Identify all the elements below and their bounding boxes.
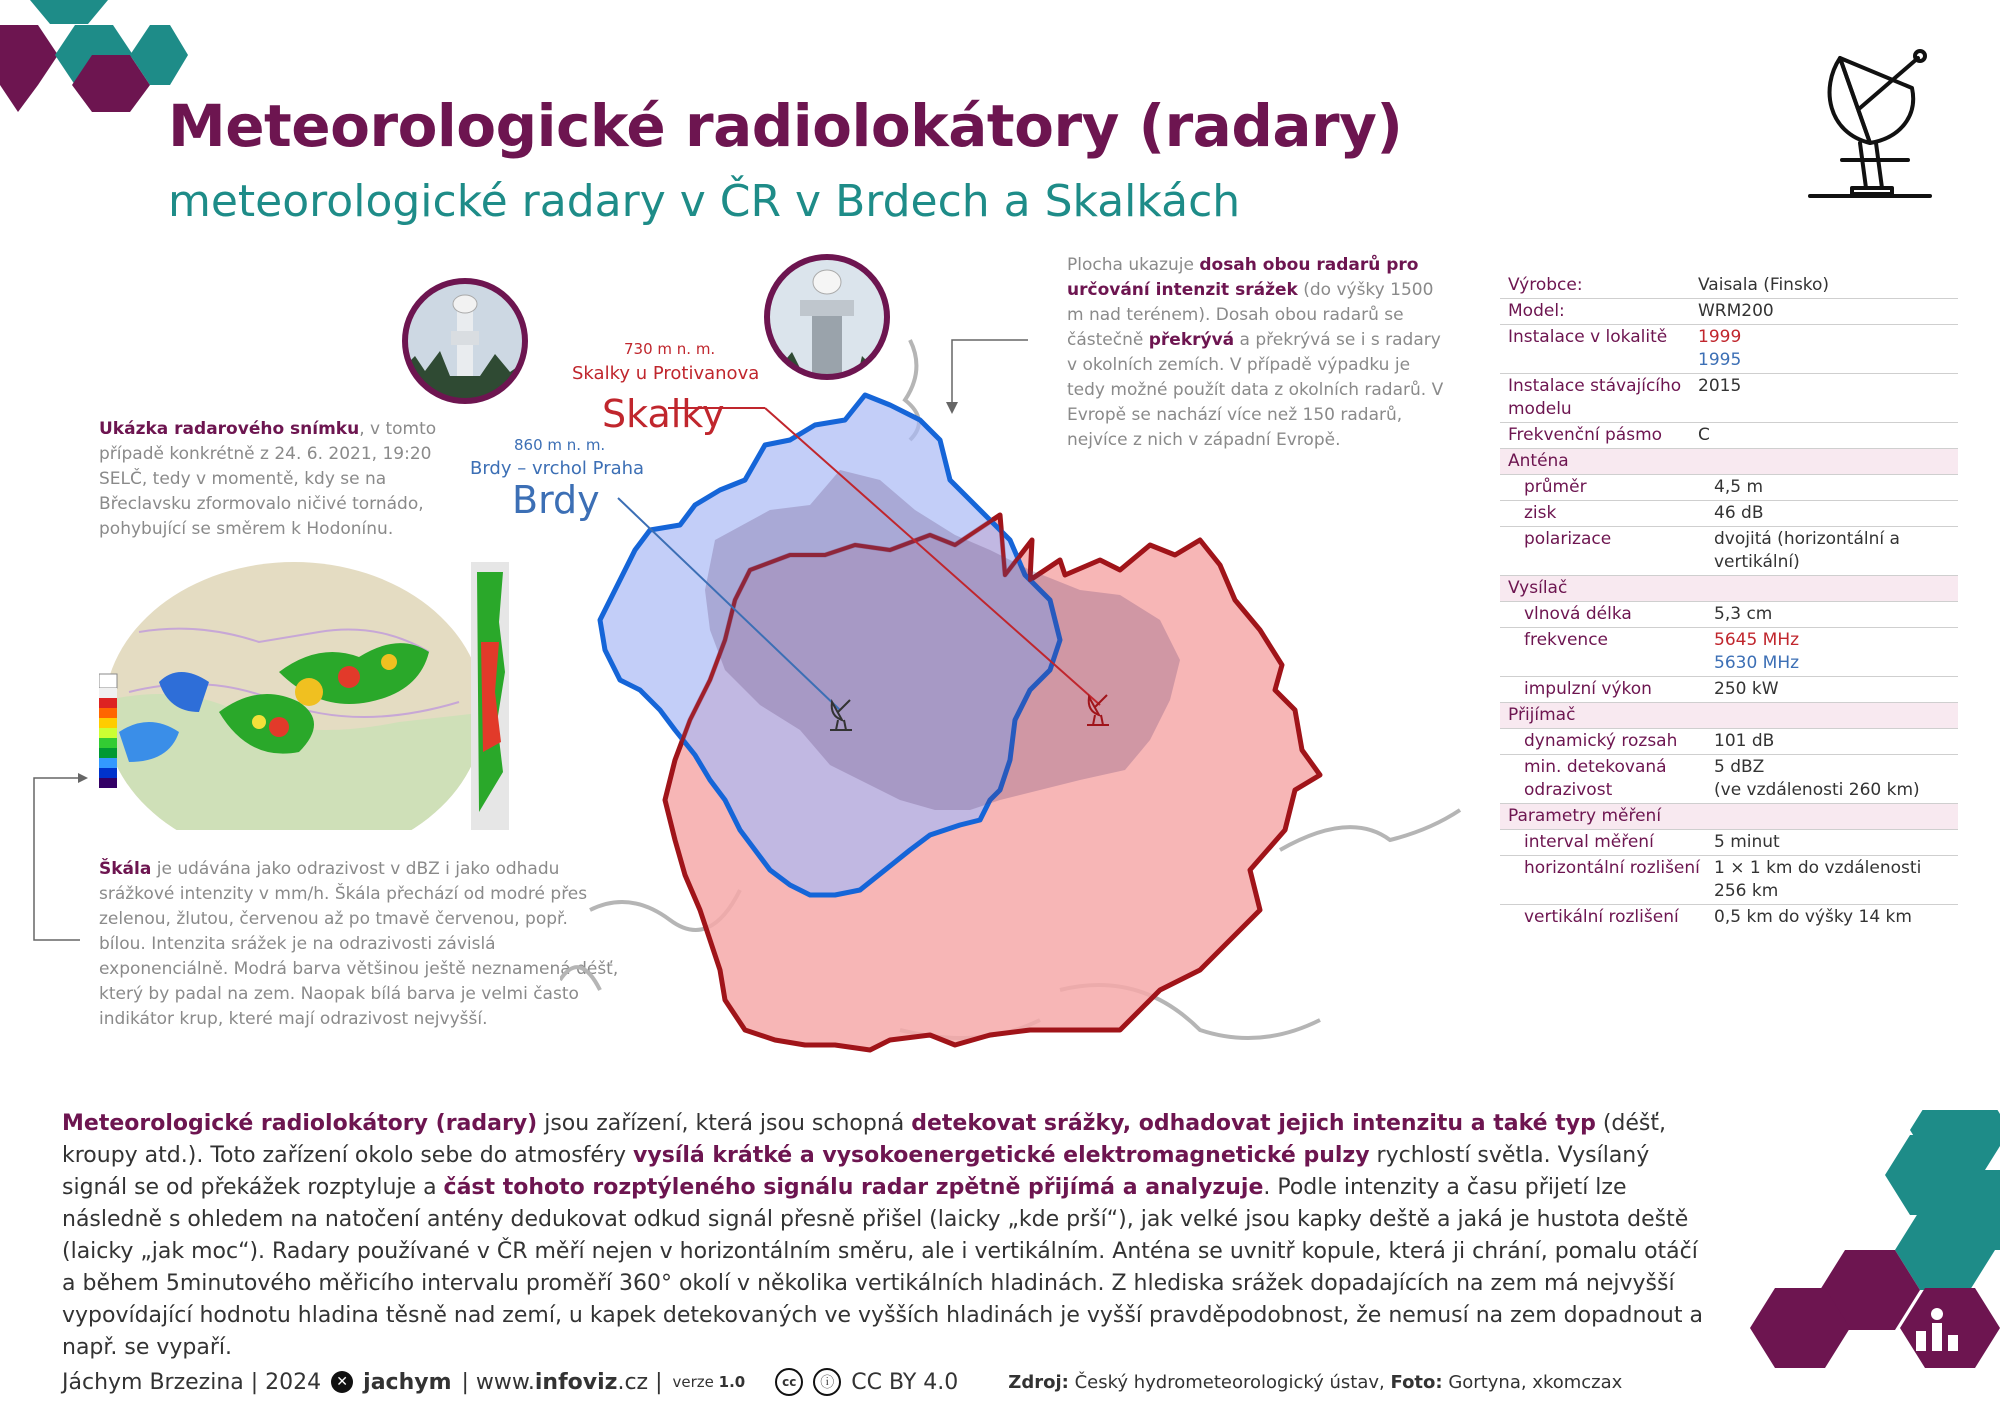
- by-icon: ⓘ: [813, 1368, 841, 1396]
- spec-row: zisk 46 dB: [1500, 501, 1958, 527]
- spec-row: Frekvenční pásmo C: [1500, 423, 1958, 449]
- description-paragraph: Meteorologické radiolokátory (radary) jsou zařízení, která jsou schopná detekovat srážky, odhadovat jejich intenzitu a také typ (déšť, kroupy atd.). Toto zařízení okolo sebe do atmosféry vysílá krátké a vysokoenergetické elektromagnetické pulzy rychlostí světla. Vysílaný signál se od překážek rozptyluje a část tohoto rozptýleného signálu radar zpětně přijímá a analyzuje. Podle intenzity a času přijetí lze následně s ohledem na natočení antény dedukovat odkud signál přesně přišel (laicky „kde prší“), jak velké jsou kapky deště a jaká je hustota deště (laicky „jak moc“). Radary používané v ČR měří nejen v horizontálním směru, ale i vertikálním. Anténa se uvnitř kopule, která ji chrání, pomalu otáčí a během 5minutového měřicího intervalu proměří 360° okolí v několika vertikálních hladinách. Z hlediska srážek dopadajících na zem má nejvyšší vypovídající hodnotu hladina těsně nad zemí, u kapek detekovaných ve vyšších hladinách je vyšší pravděpodobnost, že nemusí na zem dopadnout a např. se vypaří.: [62, 1111, 1703, 1360]
- spec-row: impulzní výkon 250 kW: [1500, 677, 1958, 703]
- spec-row: interval měření 5 minut: [1500, 830, 1958, 856]
- page-title: Meteorologické radiolokátory (radary): [168, 92, 1403, 160]
- footer-version: verze 1.0: [672, 1373, 746, 1391]
- skalky-altitude: 730 m n. m.: [624, 340, 716, 358]
- radar-coverage-map: [560, 330, 1490, 1070]
- spec-section: Přijímač: [1500, 703, 1958, 729]
- spec-section: Parametry měření: [1500, 804, 1958, 830]
- spec-row: vlnová délka 5,3 cm: [1500, 602, 1958, 628]
- spec-row: Instalace stávajícího modelu 2015: [1500, 374, 1958, 423]
- radar-dish-icon: [1800, 48, 1940, 203]
- spec-row: polarizace dvojitá (horizontální a vertikální): [1500, 527, 1958, 576]
- skalky-place: Skalky u Protivanova: [572, 363, 760, 384]
- radar-sample-image: [99, 562, 509, 830]
- x-logo-icon: ✕: [331, 1371, 353, 1393]
- spec-row: frekvence 5645 MHz 5630 MHz: [1500, 628, 1958, 677]
- page-subtitle: meteorologické radary v ČR v Brdech a Skalkách: [168, 176, 1241, 227]
- hexagon-decoration-bottom-right: [1730, 1110, 2000, 1414]
- sample-note: Ukázka radarového snímku, v tomto případě konkrétně z 24. 6. 2021, 19:20 SELČ, tedy v momentě, kdy se na Břeclavsku zformovalo ničivé tornádo, pohybující se směrem k Hodonínu.: [99, 419, 437, 539]
- footer-license: CC BY 4.0: [851, 1369, 959, 1395]
- skalky-name: Skalky: [602, 392, 725, 436]
- connector-arrow: [30, 770, 100, 945]
- infoviz-logo-icon: [1912, 1305, 1962, 1355]
- spec-row: Instalace v lokalitě 1999 1995: [1500, 325, 1958, 374]
- footer-author: Jáchym Brzezina | 2024: [62, 1369, 322, 1395]
- footer-source: Zdroj: Český hydrometeorologický ústav, Foto: Gortyna, xkomczax: [1008, 1371, 1623, 1393]
- spec-section: Vysílač: [1500, 576, 1958, 602]
- cc-icon: cc: [775, 1368, 803, 1396]
- spec-row: průměr 4,5 m: [1500, 475, 1958, 501]
- spec-row: Výrobce: Vaisala (Finsko): [1500, 273, 1958, 299]
- footer-site[interactable]: | www.infoviz.cz |: [461, 1369, 663, 1395]
- coverage-arrow: [940, 330, 1040, 420]
- footer-handle[interactable]: jachym: [363, 1369, 452, 1395]
- footer: [62, 1368, 1622, 1396]
- spec-row: vertikální rozlišení 0,5 km do výšky 14 km: [1524, 907, 1912, 927]
- coverage-note: Plocha ukazuje dosah obou radarů pro určování intenzit srážek (do výšky 1500 m nad terénem). Dosah obou radarů se částečně překrývá a překrývá se i s radary v okolních zemích. V případě výpadku je tedy možné použít data z okolních radarů. V Evropě se nachází více než 150 radarů, nejvíce z nich v západní Evropě.: [1067, 255, 1444, 450]
- brdy-altitude: 860 m n. m.: [514, 436, 606, 454]
- scale-note: Škála je udávána jako odrazivost v dBZ i jako odhadu srážkové intenzity v mm/h. Škála přechází od modré přes zelenou, žlutou, červenou až po tmavě červenou, popř. bílou. Intenzita srážek je na odrazivosti závislá exponenciálně. Modrá barva většinou ještě neznamená déšť, který by padal na zem. Naopak bílá barva je velmi často indikátor krup, které mají odrazivost nejvyšší.: [99, 859, 619, 1029]
- spec-row: dynamický rozsah 101 dB: [1500, 729, 1958, 755]
- brdy-name: Brdy: [512, 478, 600, 522]
- spec-section: Anténa: [1500, 449, 1958, 475]
- spec-row: Model: WRM200: [1500, 299, 1958, 325]
- brdy-place: Brdy – vrchol Praha: [470, 458, 645, 479]
- spec-row: min. detekovaná odrazivost 5 dBZ (ve vzdálenosti 260 km): [1500, 755, 1958, 804]
- skalky-tower-photo: [400, 276, 530, 406]
- spec-table: [1500, 273, 1958, 930]
- spec-row: horizontální rozlišení 1 × 1 km do vzdálenosti 256 km: [1500, 856, 1958, 905]
